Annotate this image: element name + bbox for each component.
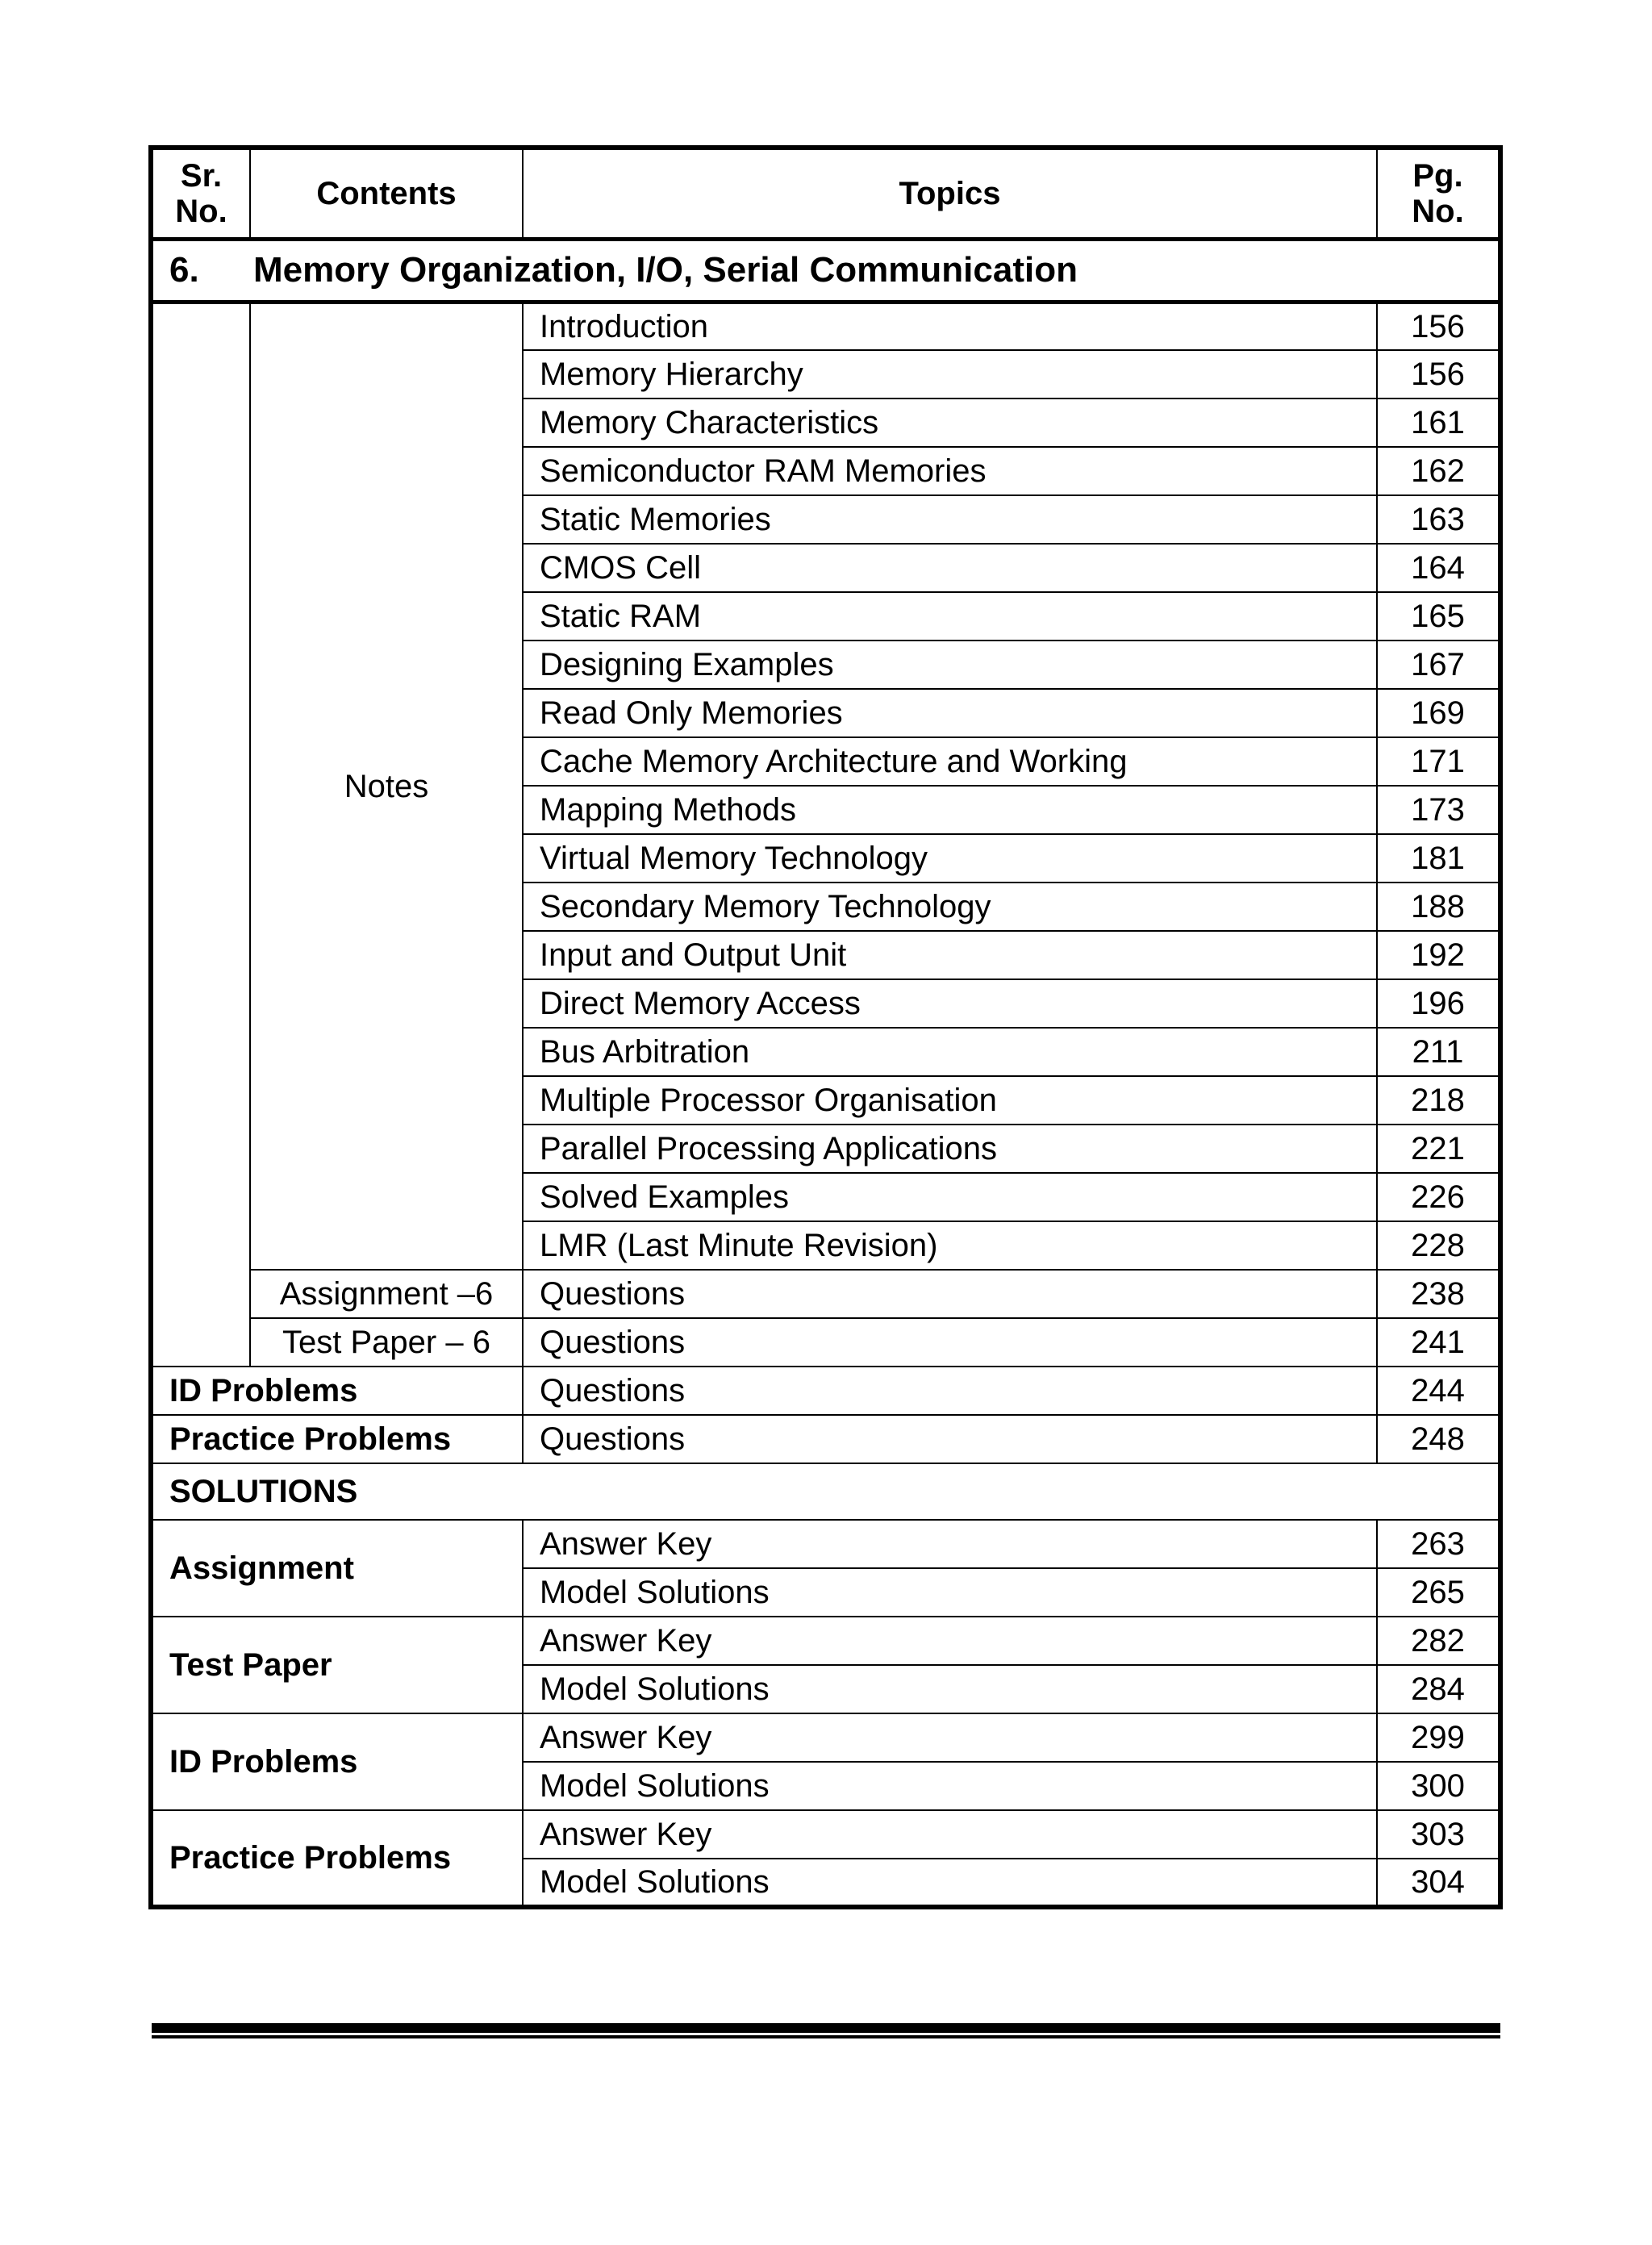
solution-group-label: Assignment xyxy=(151,1520,523,1617)
practice-problems-label: Practice Problems xyxy=(151,1415,523,1463)
solution-row xyxy=(151,1810,1500,1859)
topic-cell: Designing Examples xyxy=(523,641,1377,689)
solution-group-label: ID Problems xyxy=(151,1713,523,1810)
topic-cell: Static RAM xyxy=(523,592,1377,641)
solution-group-label: Practice Problems xyxy=(151,1810,523,1907)
topic-cell: Direct Memory Access xyxy=(523,979,1377,1028)
page-number-cell: 248 xyxy=(1377,1415,1500,1463)
test-paper-row xyxy=(151,1318,1500,1367)
id-problems-label: ID Problems xyxy=(151,1367,523,1415)
page-number-cell: 263 xyxy=(1377,1520,1500,1568)
notes-label: Notes xyxy=(250,302,523,1270)
page-number-cell: 211 xyxy=(1377,1028,1500,1076)
topic-cell: Answer Key xyxy=(523,1713,1377,1762)
header-sr-no-line2: No. xyxy=(175,193,227,229)
topic-cell: Introduction xyxy=(523,302,1377,350)
assignment-label: Assignment –6 xyxy=(250,1270,523,1318)
solutions-heading: SOLUTIONS xyxy=(151,1463,1500,1520)
solution-row xyxy=(151,1520,1500,1568)
topic-cell: Static Memories xyxy=(523,495,1377,544)
header-pg-no xyxy=(1377,148,1500,239)
page-number-cell: 265 xyxy=(1377,1568,1500,1617)
topic-cell: Solved Examples xyxy=(523,1173,1377,1221)
topic-cell: Mapping Methods xyxy=(523,786,1377,834)
header-sr-no-line1: Sr. xyxy=(180,157,223,194)
header-topics: Topics xyxy=(523,148,1377,239)
solution-row xyxy=(151,1617,1500,1665)
page-number-cell: 173 xyxy=(1377,786,1500,834)
topic-cell: Read Only Memories xyxy=(523,689,1377,737)
page-number-cell: 161 xyxy=(1377,399,1500,447)
chapter-number: 6. xyxy=(169,250,199,290)
topic-cell: Secondary Memory Technology xyxy=(523,883,1377,931)
topic-cell: LMR (Last Minute Revision) xyxy=(523,1221,1377,1270)
solutions-heading-row xyxy=(151,1463,1500,1520)
topic-cell: Answer Key xyxy=(523,1520,1377,1568)
footer-rule-thick xyxy=(152,2023,1500,2033)
solution-group-label: Test Paper xyxy=(151,1617,523,1713)
topic-cell: Memory Hierarchy xyxy=(523,350,1377,399)
topic-cell: Bus Arbitration xyxy=(523,1028,1377,1076)
chapter-cell xyxy=(151,239,1500,302)
page-number-cell: 167 xyxy=(1377,641,1500,689)
topic-cell: Questions xyxy=(523,1318,1377,1367)
page-number-cell: 299 xyxy=(1377,1713,1500,1762)
topic-cell: Questions xyxy=(523,1367,1377,1415)
topic-cell: Parallel Processing Applications xyxy=(523,1125,1377,1173)
page-number-cell: 226 xyxy=(1377,1173,1500,1221)
header-sr-no xyxy=(151,148,250,239)
sr-no-empty-cell xyxy=(151,302,250,1367)
page-number-cell: 156 xyxy=(1377,350,1500,399)
chapter-title: Memory Organization, I/O, Serial Communication xyxy=(253,250,1078,290)
page-number-cell: 228 xyxy=(1377,1221,1500,1270)
page-number-cell: 300 xyxy=(1377,1762,1500,1810)
header-pg-no-line2: No. xyxy=(1412,193,1464,229)
table-of-contents xyxy=(148,145,1503,1909)
topic-cell: Answer Key xyxy=(523,1617,1377,1665)
page-number-cell: 218 xyxy=(1377,1076,1500,1125)
page-number-cell: 304 xyxy=(1377,1859,1500,1907)
topic-cell: Model Solutions xyxy=(523,1568,1377,1617)
topic-cell: Model Solutions xyxy=(523,1665,1377,1713)
footer-rule-thin xyxy=(152,2035,1500,2038)
page-number-cell: 163 xyxy=(1377,495,1500,544)
solution-row xyxy=(151,1713,1500,1762)
topic-cell: Memory Characteristics xyxy=(523,399,1377,447)
page-number-cell: 156 xyxy=(1377,302,1500,350)
topic-cell: Cache Memory Architecture and Working xyxy=(523,737,1377,786)
topic-cell: Input and Output Unit xyxy=(523,931,1377,979)
page-number-cell: 192 xyxy=(1377,931,1500,979)
page-number-cell: 164 xyxy=(1377,544,1500,592)
topic-cell: Model Solutions xyxy=(523,1859,1377,1907)
page-number-cell: 282 xyxy=(1377,1617,1500,1665)
topic-cell: Multiple Processor Organisation xyxy=(523,1076,1377,1125)
page-number-cell: 244 xyxy=(1377,1367,1500,1415)
topic-cell: Questions xyxy=(523,1270,1377,1318)
id-problems-row xyxy=(151,1367,1500,1415)
topic-cell: Answer Key xyxy=(523,1810,1377,1859)
page-number-cell: 181 xyxy=(1377,834,1500,883)
assignment-row xyxy=(151,1270,1500,1318)
header-contents: Contents xyxy=(250,148,523,239)
page-number-cell: 165 xyxy=(1377,592,1500,641)
chapter-row xyxy=(151,239,1500,302)
page-number-cell: 241 xyxy=(1377,1318,1500,1367)
page-number-cell: 169 xyxy=(1377,689,1500,737)
page-number-cell: 303 xyxy=(1377,1810,1500,1859)
page-number-cell: 188 xyxy=(1377,883,1500,931)
page-number-cell: 162 xyxy=(1377,447,1500,495)
practice-problems-row xyxy=(151,1415,1500,1463)
notes-topic-row xyxy=(151,302,1500,350)
topic-cell: Questions xyxy=(523,1415,1377,1463)
page-number-cell: 171 xyxy=(1377,737,1500,786)
header-row xyxy=(151,148,1500,239)
topic-cell: Virtual Memory Technology xyxy=(523,834,1377,883)
header-pg-no-line1: Pg. xyxy=(1412,157,1463,194)
page-number-cell: 221 xyxy=(1377,1125,1500,1173)
page-number-cell: 284 xyxy=(1377,1665,1500,1713)
topic-cell: CMOS Cell xyxy=(523,544,1377,592)
page-number-cell: 196 xyxy=(1377,979,1500,1028)
page-number-cell: 238 xyxy=(1377,1270,1500,1318)
topic-cell: Semiconductor RAM Memories xyxy=(523,447,1377,495)
topic-cell: Model Solutions xyxy=(523,1762,1377,1810)
test-paper-label: Test Paper – 6 xyxy=(250,1318,523,1367)
